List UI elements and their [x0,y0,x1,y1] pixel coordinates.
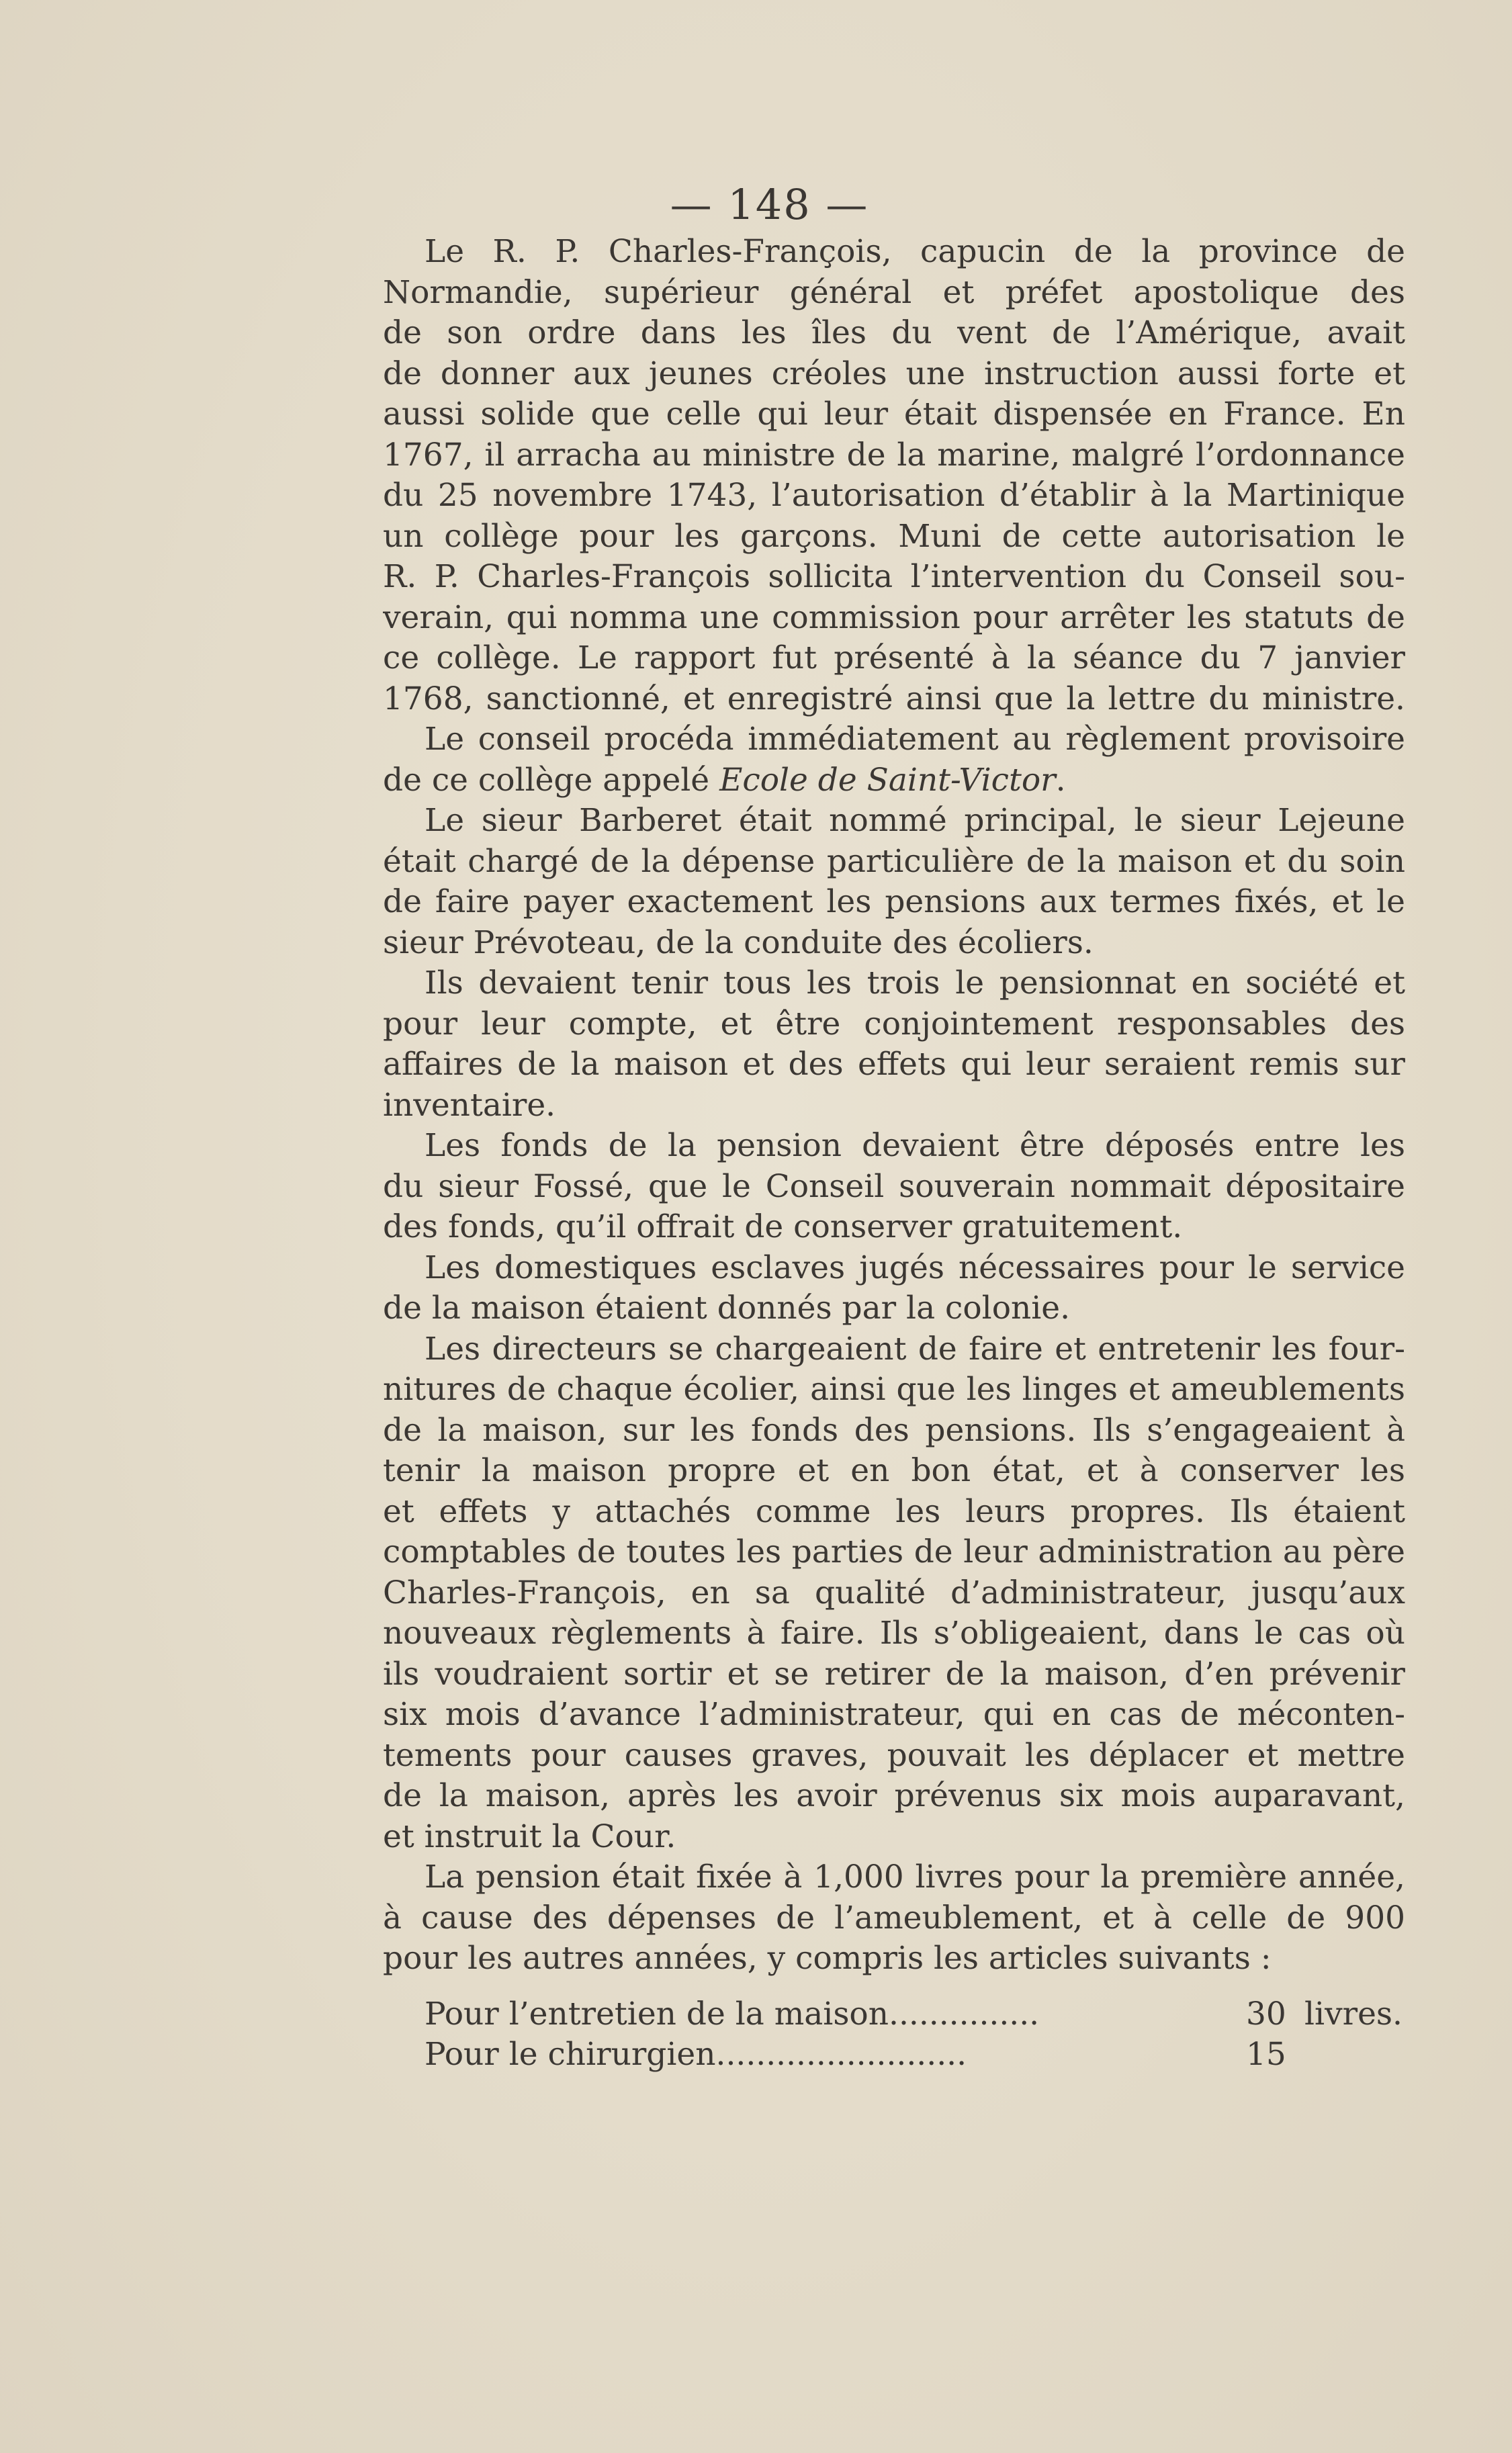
expense-row [383,2035,1405,2076]
text-line: de faire payer exactement les pensions aux termes fixés, et le [383,883,1405,920]
text-line: R. P. Charles-François sollicita l’intervention du Conseil sou- [383,558,1405,595]
text-line: de la maison, après les avoir prévenus six mois auparavant, [383,1777,1405,1814]
expense-label: Pour le chirurgien......................... [425,2036,967,2073]
text-line: de son ordre dans les îles du vent de l’Amérique, avait [383,314,1405,351]
text-line: pour les autres années, y compris les articles suivants : [383,1940,1272,1977]
text-line: Le R. P. Charles-François, capucin de la province de [425,233,1405,270]
paragraph-8 [383,1857,1405,1979]
text-line: comptables de toutes les parties de leur administration au père [383,1533,1405,1570]
text-line: Normandie, supérieur général et préfet apostolique des [383,273,1405,311]
text-line: Les directeurs se chargeaient de faire et entretenir les four- [425,1330,1405,1368]
text-line: à cause des dépenses de l’ameublement, et à celle de 900 [383,1899,1405,1936]
text-line: nitures de chaque écolier, ainsi que les linges et ameublements [383,1371,1405,1408]
text-line: tenir la maison propre et en bon état, et à conserver les [383,1452,1405,1489]
body-text [383,232,1405,2076]
text-line: 1767, il arracha au ministre de la marine, malgré l’ordonnance [383,436,1405,474]
text-line: Les fonds de la pension devaient être déposés entre les [425,1127,1405,1164]
text-line: du sieur Fossé, que le Conseil souverain nommait dépositaire [383,1167,1405,1205]
expense-row [383,1994,1405,2035]
text-line: inventaire. [383,1086,556,1124]
paragraph-4 [383,963,1405,1126]
text-run: . [1055,761,1066,799]
text-run: de ce collège appelé [383,761,720,799]
paragraph-6 [383,1248,1405,1329]
text-line: des fonds, qu’il offrait de conserver gratuitement. [383,1208,1183,1245]
expense-list [383,1994,1405,2076]
spacer [383,1979,1405,1994]
text-line: pour leur compte, et être conjointement responsables des [383,1005,1405,1042]
paragraph-2 [383,719,1405,801]
expense-amount: 15 [1246,2036,1286,2073]
school-name: Ecole de Saint-Victor [719,761,1056,799]
paragraph-5 [383,1126,1405,1248]
text-line: affaires de la maison et des effets qui leur seraient remis sur [383,1046,1405,1083]
text-line: de la maison étaient donnés par la colonie. [383,1290,1071,1327]
expense-label: Pour l’entretien de la maison............... [425,1995,1040,2033]
text-line: et effets y attachés comme les leurs propres. Ils étaient [383,1492,1405,1530]
paragraph-3 [383,801,1405,963]
page-number: — 148 — [670,180,869,229]
text-line: de la maison, sur les fonds des pensions. Ils s’engageaient à [383,1411,1405,1449]
text-line: nouveaux règlements à faire. Ils s’obligeaient, dans le cas où [383,1615,1405,1652]
text-line: de donner aux jeunes créoles une instruction aussi forte et [383,355,1405,392]
text-line: était chargé de la dépense particulière de la maison et du soin [383,842,1405,880]
text-line: 1768, sanctionné, et enregistré ainsi que la lettre du ministre. [383,680,1405,717]
text-line: Ils devaient tenir tous les trois le pensionnat en société et [425,965,1405,1001]
text-line: Charles-François, en sa qualité d’administrateur, jusqu’aux [383,1574,1405,1611]
text-line: tements pour causes graves, pouvait les déplacer et mettre [383,1736,1405,1774]
text-line: et instruit la Cour. [383,1818,676,1855]
text-line: du 25 novembre 1743, l’autorisation d’établir à la Martinique [383,477,1405,514]
text-line: Les domestiques esclaves jugés nécessaires pour le service [425,1249,1405,1286]
expense-amount: 30 [1246,1995,1286,2033]
text-line: verain, qui nomma une commission pour arrêter les statuts de [383,598,1405,636]
text-line: un collège pour les garçons. Muni de cette autorisation le [383,517,1405,555]
text-line: six mois d’avance l’administrateur, qui en cas de méconten- [383,1696,1405,1733]
expense-unit: livres. [1304,1995,1403,2033]
text-line [383,760,1405,801]
paragraph-1 [383,232,1405,719]
text-line: ils voudraient sortir et se retirer de la maison, d’en prévenir [383,1655,1405,1693]
text-line: La pension était fixée à 1,000 livres pour la première année, [425,1859,1405,1896]
text-line: Le sieur Barberet était nommé principal, le sieur Lejeune [425,802,1405,839]
paragraph-7 [383,1329,1405,1858]
text-line: ce collège. Le rapport fut présenté à la séance du 7 janvier [383,639,1405,676]
text-line: aussi solide que celle qui leur était dispensée en France. En [383,396,1405,433]
text-line: sieur Prévoteau, de la conduite des écoliers. [383,924,1094,961]
text-line: Le conseil procéda immédiatement au règlement provisoire [425,721,1405,758]
